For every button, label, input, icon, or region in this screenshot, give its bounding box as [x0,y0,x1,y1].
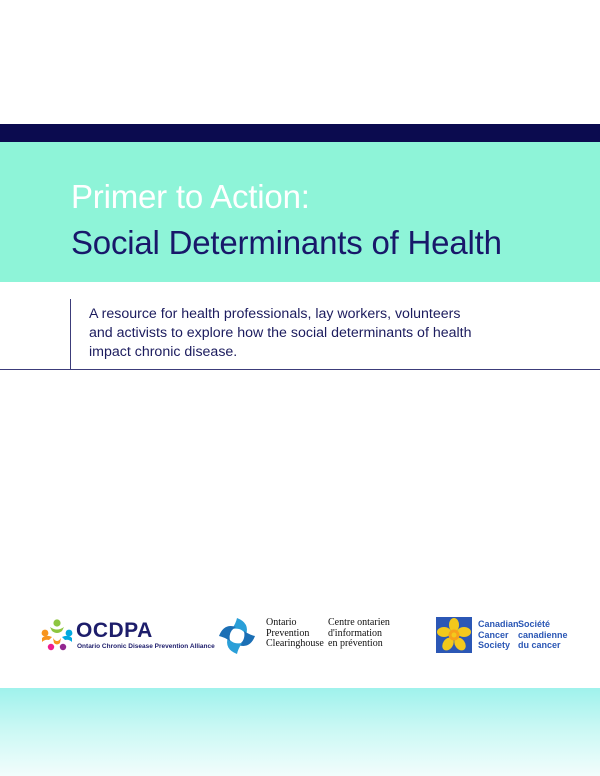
people-figures-icon [40,618,74,652]
opc-french-line: Centre ontarien [328,617,390,628]
opc-english-name [266,618,324,650]
swirl-globe-icon [216,615,258,657]
ccs-english-line: Cancer [478,629,509,640]
title-line-2: Social Determinants of Health [71,224,502,261]
ccs-english-line: Society [478,640,511,650]
description-line: A resource for health professionals, lay workers, volunteers [89,306,461,322]
opc-french-line: d'information [328,627,383,639]
ccs-english-line: Canadian [478,619,519,629]
opc-english-line: Ontario [266,617,297,628]
opc-logo [216,615,406,657]
ccs-french-line: Société [518,619,551,629]
ccs-english-name [478,619,519,651]
description-line: and activists to explore how the social determinants of health [89,325,472,341]
description-text [89,305,569,362]
opc-french-name [328,618,390,650]
opc-french-line: en prévention [328,638,383,649]
ocdpa-wordmark: OCDPA [76,619,153,642]
ccs-french-line: canadienne [518,629,568,640]
ccs-french-line: du cancer [518,640,561,650]
ccs-logo [436,617,576,653]
description-vertical-rule [70,299,71,369]
opc-english-line: Prevention [266,627,310,639]
description-horizontal-rule [0,369,600,370]
ocdpa-logo [40,618,215,658]
footer-gradient-band [0,688,600,776]
description-line: impact chronic disease. [89,344,238,360]
header-navy-bar [0,124,600,142]
ocdpa-subtitle: Ontario Chronic Disease Prevention Alliance [77,643,215,650]
daffodil-icon [436,617,472,653]
title-line-1: Primer to Action: [71,178,310,215]
ccs-french-name [518,619,568,651]
opc-english-line: Clearinghouse [266,638,324,649]
